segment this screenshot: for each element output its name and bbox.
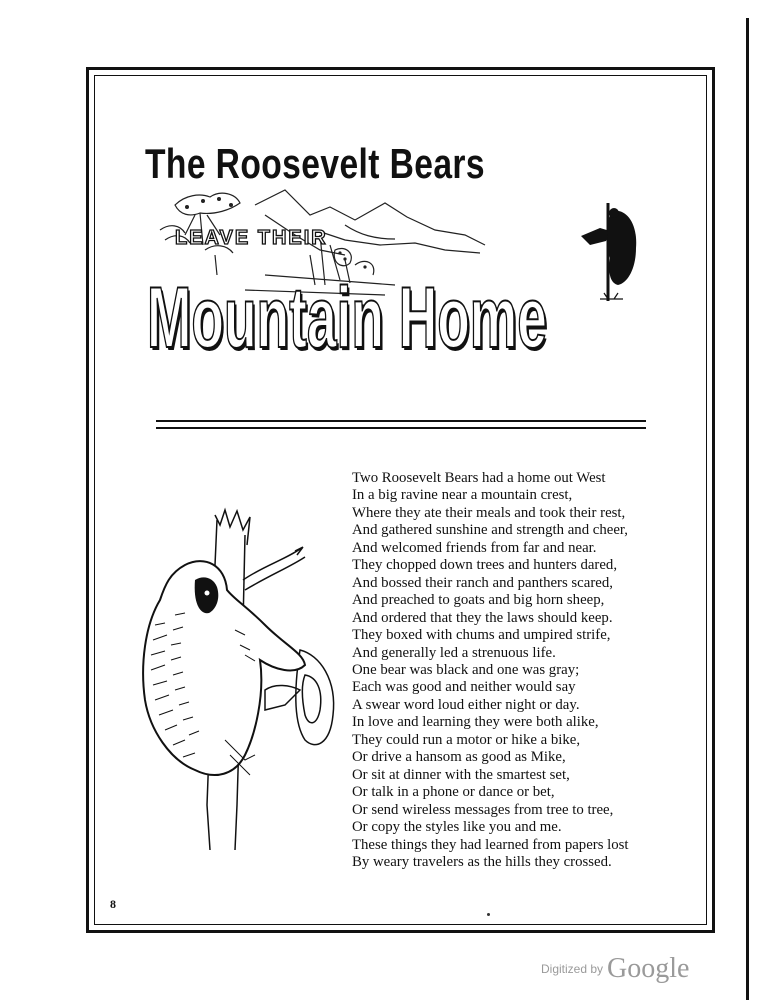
- poem-line: They could run a motor or hike a bike,: [352, 731, 581, 748]
- poem-line: And generally led a strenuous life.: [352, 644, 556, 661]
- poem-line: And bossed their ranch and panthers scared,: [352, 574, 613, 591]
- poem-line: Or sit at dinner with the smartest set,: [352, 766, 570, 783]
- poem-line: In a big ravine near a mountain crest,: [352, 487, 573, 504]
- digitized-watermark: [541, 953, 689, 985]
- poem-line: One bear was black and one was gray;: [352, 661, 580, 678]
- poem-line: A swear word loud either night or day.: [352, 696, 580, 713]
- title-line-3: Mountain Home: [147, 270, 547, 366]
- poem-line: By weary travelers as the hills they crossed.: [352, 853, 612, 870]
- small-bear-climbing-icon: [578, 203, 648, 303]
- poem-text: [352, 470, 692, 871]
- watermark-brand: Google: [607, 953, 690, 984]
- poem-line: Or copy the styles like you and me.: [352, 819, 562, 836]
- scan-speck: [487, 913, 490, 916]
- scan-edge-line: [746, 18, 749, 1000]
- title-line-1: The Roosevelt Bears: [145, 140, 485, 187]
- poem-line: Two Roosevelt Bears had a home out West: [352, 470, 606, 486]
- poem-line: In love and learning they were both alike,: [352, 714, 599, 731]
- watermark-prefix: Digitized by: [541, 962, 604, 976]
- poem-line: And gathered sunshine and strength and cheer,: [352, 522, 628, 539]
- poem-line: Where they ate their meals and took their rest,: [352, 504, 626, 521]
- poem-line: These things they had learned from papers lost: [352, 836, 629, 853]
- poem-line: They chopped down trees and hunters dared,: [352, 557, 618, 574]
- bear-climbing-tree-illustration: [125, 505, 340, 855]
- poem-line: And ordered that they the laws should keep.: [352, 609, 613, 626]
- poem-line: Or talk in a phone or dance or bet,: [352, 784, 555, 801]
- poem-line: Or drive a hansom as good as Mike,: [352, 749, 566, 766]
- poem-line: They boxed with chums and umpired strife,: [352, 627, 611, 644]
- divider-rule-top: [156, 420, 646, 422]
- title-illustration: [145, 135, 547, 370]
- poem-line: Each was good and neither would say: [352, 679, 576, 696]
- poem-line: And welcomed friends from far and near.: [352, 539, 597, 556]
- poem-line: Or send wireless messages from tree to tree,: [352, 801, 614, 818]
- title-line-2: LEAVE THEIR: [175, 227, 328, 249]
- divider-rule-bottom: [156, 427, 646, 429]
- page-number: 8: [110, 897, 116, 911]
- poem-line: And preached to goats and big horn sheep,: [352, 592, 605, 609]
